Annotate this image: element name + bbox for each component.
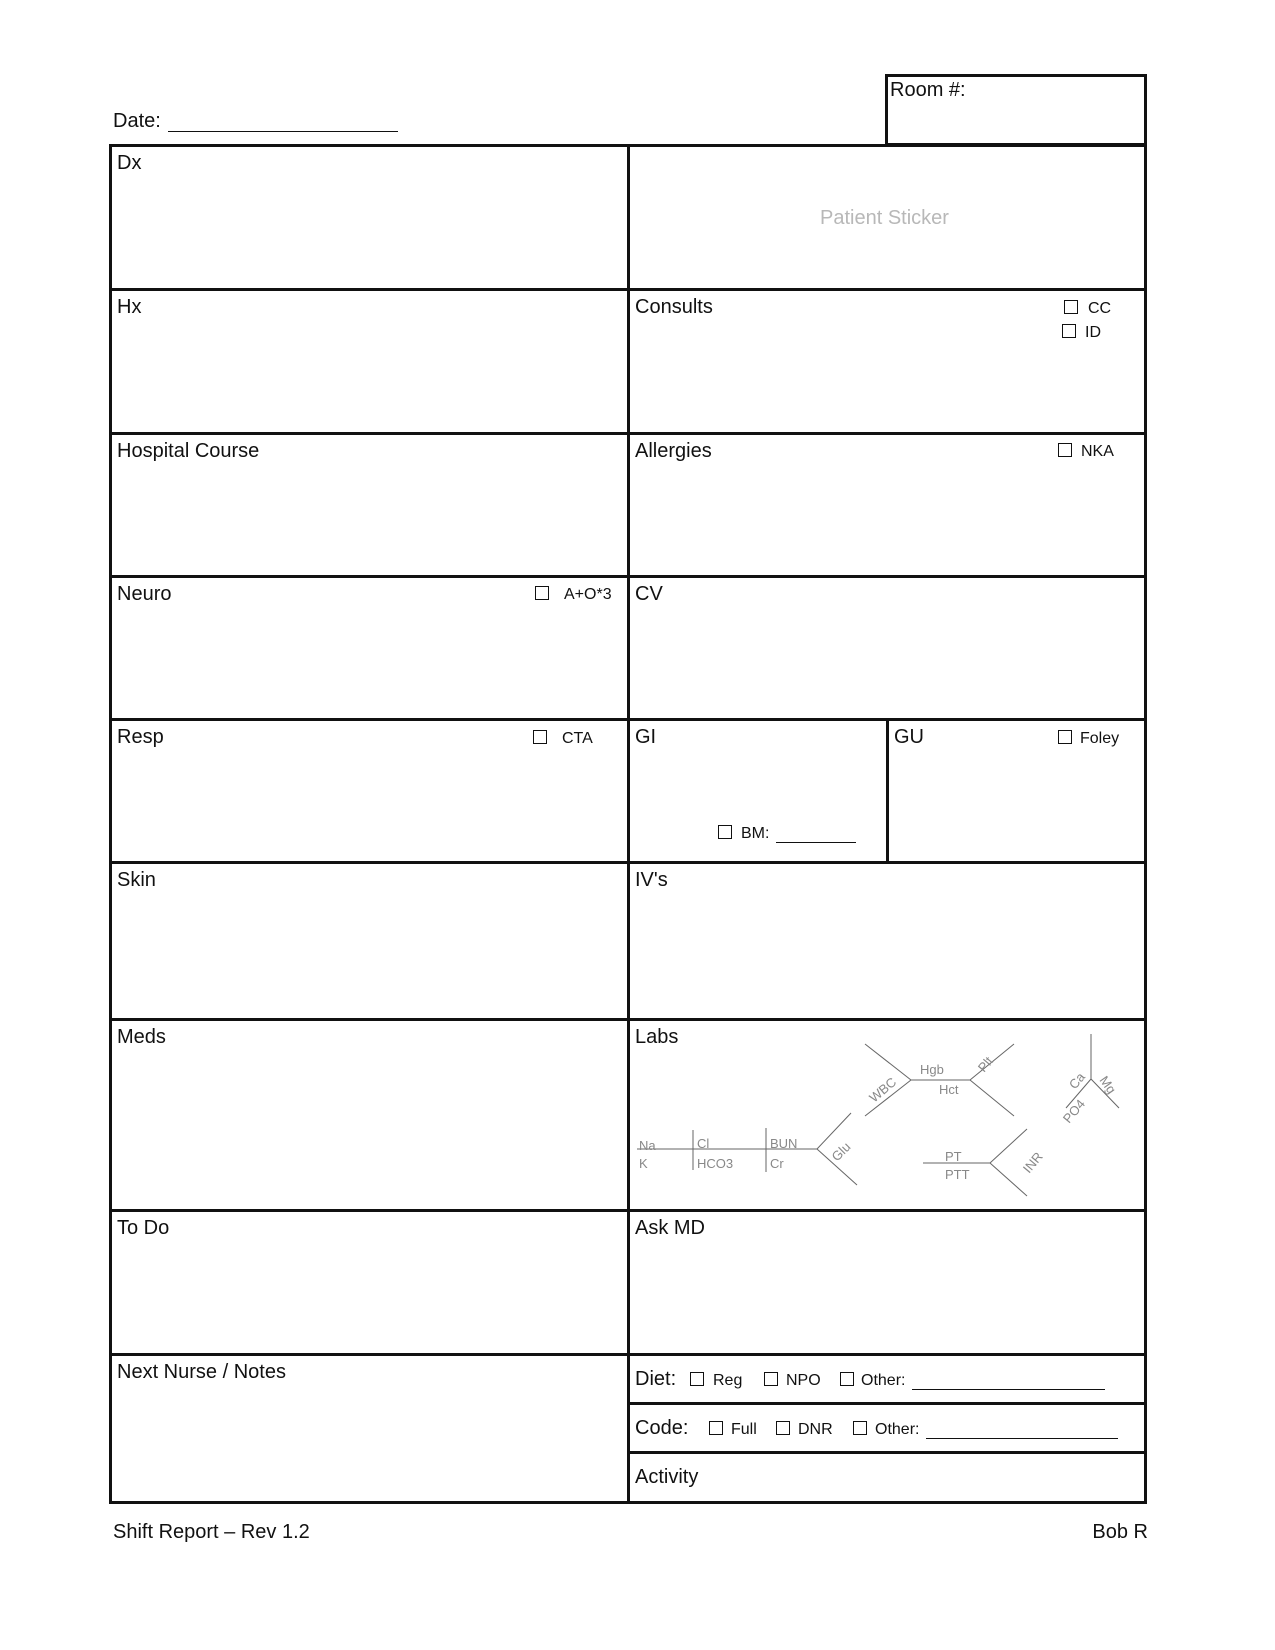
code-dnr-label: DNR — [798, 1421, 833, 1438]
foley-label: Foley — [1080, 730, 1120, 747]
lab-cl: Cl — [697, 1136, 710, 1151]
diet-other-label: Other: — [861, 1372, 906, 1389]
row-divider — [109, 1209, 1147, 1212]
code-other-field[interactable] — [926, 1438, 1118, 1439]
footer-title: Shift Report – Rev 1.2 — [113, 1521, 310, 1543]
aox3-checkbox[interactable] — [535, 586, 549, 600]
bm-label: BM: — [741, 825, 770, 842]
lab-wbc: WBC — [866, 1074, 900, 1106]
aox3-label: A+O*3 — [564, 586, 612, 603]
lab-hgb: Hgb — [920, 1062, 944, 1077]
footer-author: Bob R — [1092, 1521, 1148, 1543]
code-dnr-checkbox[interactable] — [776, 1421, 790, 1435]
code-full-label: Full — [731, 1421, 757, 1438]
labs-label: Labs — [635, 1026, 679, 1048]
neuro-label: Neuro — [117, 583, 172, 605]
skin-label: Skin — [117, 869, 156, 891]
lab-cr: Cr — [770, 1156, 784, 1171]
diet-label: Diet: — [635, 1368, 677, 1390]
coag-up — [990, 1129, 1027, 1163]
cta-label: CTA — [562, 730, 593, 747]
cc-label: CC — [1088, 300, 1112, 317]
ask-md-label: Ask MD — [635, 1217, 705, 1239]
gi-label: GI — [635, 726, 657, 748]
ivs-label: IV's — [635, 869, 668, 891]
next-nurse-label: Next Nurse / Notes — [117, 1361, 286, 1383]
row-divider — [109, 1353, 1147, 1356]
diet-npo-label: NPO — [786, 1372, 821, 1389]
code-other-label: Other: — [875, 1421, 920, 1438]
lab-ca: Ca — [1065, 1069, 1088, 1092]
bm-field[interactable] — [776, 842, 856, 843]
nka-checkbox[interactable] — [1058, 443, 1072, 457]
lab-hct: Hct — [939, 1082, 959, 1097]
row-divider — [109, 288, 1147, 291]
date-label: Date: — [113, 110, 161, 132]
lab-plt: Plt — [974, 1053, 997, 1075]
diet-npo-checkbox[interactable] — [764, 1372, 778, 1386]
code-other-checkbox[interactable] — [853, 1421, 867, 1435]
diet-other-checkbox[interactable] — [840, 1372, 854, 1386]
gi-gu-divider — [886, 718, 889, 862]
lab-mg: Mg — [1096, 1073, 1120, 1097]
resp-label: Resp — [117, 726, 164, 748]
id-label: ID — [1085, 324, 1101, 341]
lab-pt: PT — [945, 1149, 962, 1164]
lab-na: Na — [639, 1138, 656, 1153]
id-checkbox[interactable] — [1062, 324, 1076, 338]
code-activity-divider — [627, 1451, 1147, 1454]
gu-label: GU — [894, 726, 924, 748]
hx-label: Hx — [117, 296, 142, 318]
nka-label: NKA — [1081, 443, 1114, 460]
diet-reg-label: Reg — [713, 1372, 743, 1389]
todo-label: To Do — [117, 1217, 170, 1239]
labs-diagram — [627, 1018, 1147, 1209]
hospital-course-label: Hospital Course — [117, 440, 260, 462]
cc-checkbox[interactable] — [1064, 300, 1078, 314]
lab-bun: BUN — [770, 1136, 798, 1151]
meds-label: Meds — [117, 1026, 166, 1048]
bm-checkbox[interactable] — [718, 825, 732, 839]
consults-label: Consults — [635, 296, 713, 318]
row-divider — [109, 432, 1147, 435]
cbc-right-down — [970, 1080, 1014, 1116]
lab-k: K — [639, 1156, 648, 1171]
foley-checkbox[interactable] — [1058, 730, 1072, 744]
diet-other-field[interactable] — [912, 1389, 1105, 1390]
row-divider — [109, 718, 1147, 721]
row-divider — [109, 575, 1147, 578]
dx-label: Dx — [117, 152, 142, 174]
row-divider — [109, 861, 1147, 864]
lab-inr: INR — [1019, 1149, 1046, 1176]
room-label: Room #: — [890, 79, 966, 101]
activity-label: Activity — [635, 1466, 699, 1488]
code-full-checkbox[interactable] — [709, 1421, 723, 1435]
allergies-label: Allergies — [635, 440, 712, 462]
cv-label: CV — [635, 583, 663, 605]
cta-checkbox[interactable] — [533, 730, 547, 744]
lab-glu: Glu — [828, 1139, 854, 1165]
lab-po4: PO4 — [1059, 1096, 1089, 1126]
patient-sticker-placeholder: Patient Sticker — [820, 207, 949, 229]
date-field[interactable] — [168, 131, 398, 132]
lab-ptt: PTT — [945, 1167, 970, 1182]
diet-reg-checkbox[interactable] — [690, 1372, 704, 1386]
code-label: Code: — [635, 1417, 689, 1439]
lab-hco3: HCO3 — [697, 1156, 734, 1171]
diet-code-divider — [627, 1402, 1147, 1405]
center-divider — [627, 144, 630, 1504]
